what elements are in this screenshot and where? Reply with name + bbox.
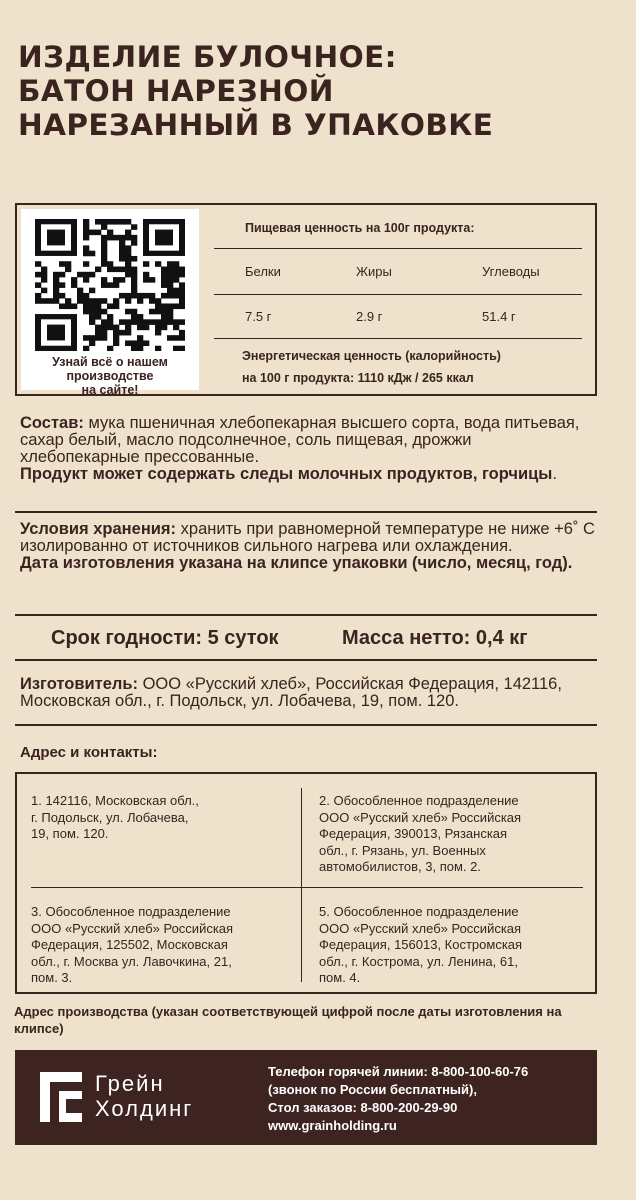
divider (214, 248, 582, 249)
qr-code-icon[interactable] (35, 219, 185, 351)
title-line: БАТОН НАРЕЗНОЙ (18, 74, 334, 108)
hotline-phone[interactable]: Телефон горячей линии: 8-800-100-60-76 (268, 1064, 529, 1079)
title-line: НАРЕЗАННЫЙ В УПАКОВКЕ (18, 108, 494, 142)
address-item: 3. Обособленное подразделение ООО «Русский хлеб» Российская Федерация, 125502, Московская обл., г. Москва ул. Лавочкина, 21, пом. 3. (31, 904, 234, 985)
divider (15, 724, 597, 726)
shelf-life-row (15, 627, 597, 655)
manufacturer-text: ООО «Русский хлеб», Российская Федерация, 142116, Московская обл., г. Подольск, ул. Лобачева, 19, пом. 120. (20, 675, 562, 710)
address-item: 5. Обособленное подразделение ООО «Русский хлеб» Российская Федерация, 156013, Костромская обл., г. Кострома, ул. Ленина, 61, пом. 4. (319, 904, 523, 985)
divider (15, 614, 597, 616)
allergen-warning: Продукт может содержать следы молочных продуктов, горчицы (20, 465, 553, 483)
address-item: 2. Обособленное подразделение ООО «Русский хлеб» Российская Федерация, 390013, Рязанская обл., г. Рязань, ул. Военных автомобилистов, 3, пом. 2. (319, 793, 522, 874)
allergen-end: . (552, 465, 557, 483)
nutrition-header-fat: Жиры (356, 264, 392, 279)
storage-label: Условия хранения: (20, 520, 177, 538)
storage-section (20, 521, 595, 572)
production-note: Адрес производства (указан соответствующей цифрой после даты изготовления на клипсе) (14, 1004, 562, 1036)
qr-caption-line: Узнай всё о нашем (52, 355, 168, 369)
divider (214, 338, 582, 339)
divider (15, 659, 597, 661)
qr-caption (21, 355, 199, 397)
addresses-title: Адрес и контакты: (20, 744, 158, 761)
energy-line: Энергетическая ценность (калорийность) (242, 349, 501, 363)
storage-text: хранить при равномерной температуре не ниже +6˚ С изолированно от источников сильного нагрева или охлаждения. (20, 520, 595, 555)
composition-section (20, 415, 595, 483)
brand-line: Грейн (95, 1071, 165, 1096)
grain-holding-logo-icon (40, 1072, 82, 1122)
contacts-block (268, 1063, 528, 1135)
nutrition-header-protein: Белки (245, 264, 281, 279)
nutrition-panel (15, 203, 597, 396)
energy-line: на 100 г продукта: 1110 кДж / 265 ккал (242, 371, 474, 385)
divider (15, 511, 597, 513)
product-title (18, 40, 618, 142)
nutrition-value-fat: 2.9 г (356, 309, 383, 324)
qr-caption-line: на сайте! (81, 383, 139, 397)
net-mass: Масса нетто: 0,4 кг (342, 627, 528, 649)
orders-phone[interactable]: Стол заказов: 8-800-200-29-90 (268, 1100, 458, 1115)
nutrition-value-protein: 7.5 г (245, 309, 272, 324)
addresses-grid (15, 772, 597, 994)
nutrition-title: Пищевая ценность на 100г продукта: (245, 221, 475, 235)
divider (31, 887, 583, 888)
brand-line: Холдинг (95, 1096, 194, 1121)
website-link[interactable]: www.grainholding.ru (268, 1118, 397, 1133)
composition-text: мука пшеничная хлебопекарная высшего сорта, вода питьевая, сахар белый, масло подсолнечное, соль пищевая, дрожжи хлебопекарные прессованные. (20, 414, 580, 466)
shelf-life: Срок годности: 5 суток (51, 627, 279, 649)
nutrition-value-carbs: 51.4 г (482, 309, 516, 324)
divider (214, 294, 582, 295)
nutrition-header-carbs: Углеводы (482, 264, 540, 279)
date-note: Дата изготовления указана на клипсе упаковки (число, месяц, год). (20, 554, 573, 572)
manufacturer-label: Изготовитель: (20, 675, 138, 693)
qr-caption-line: производстве (66, 369, 154, 383)
brand-name (95, 1071, 193, 1121)
address-item: 1. 142116, Московская обл., г. Подольск, ул. Лобачева, 19, пом. 120. (31, 793, 199, 841)
qr-block[interactable] (21, 209, 199, 397)
divider (301, 788, 302, 982)
title-line: ИЗДЕЛИЕ БУЛОЧНОЕ: (18, 40, 397, 74)
hotline-note: (звонок по России бесплатный), (268, 1082, 477, 1097)
footer (15, 1050, 597, 1145)
manufacturer-section (20, 676, 595, 710)
composition-label: Состав: (20, 414, 84, 432)
